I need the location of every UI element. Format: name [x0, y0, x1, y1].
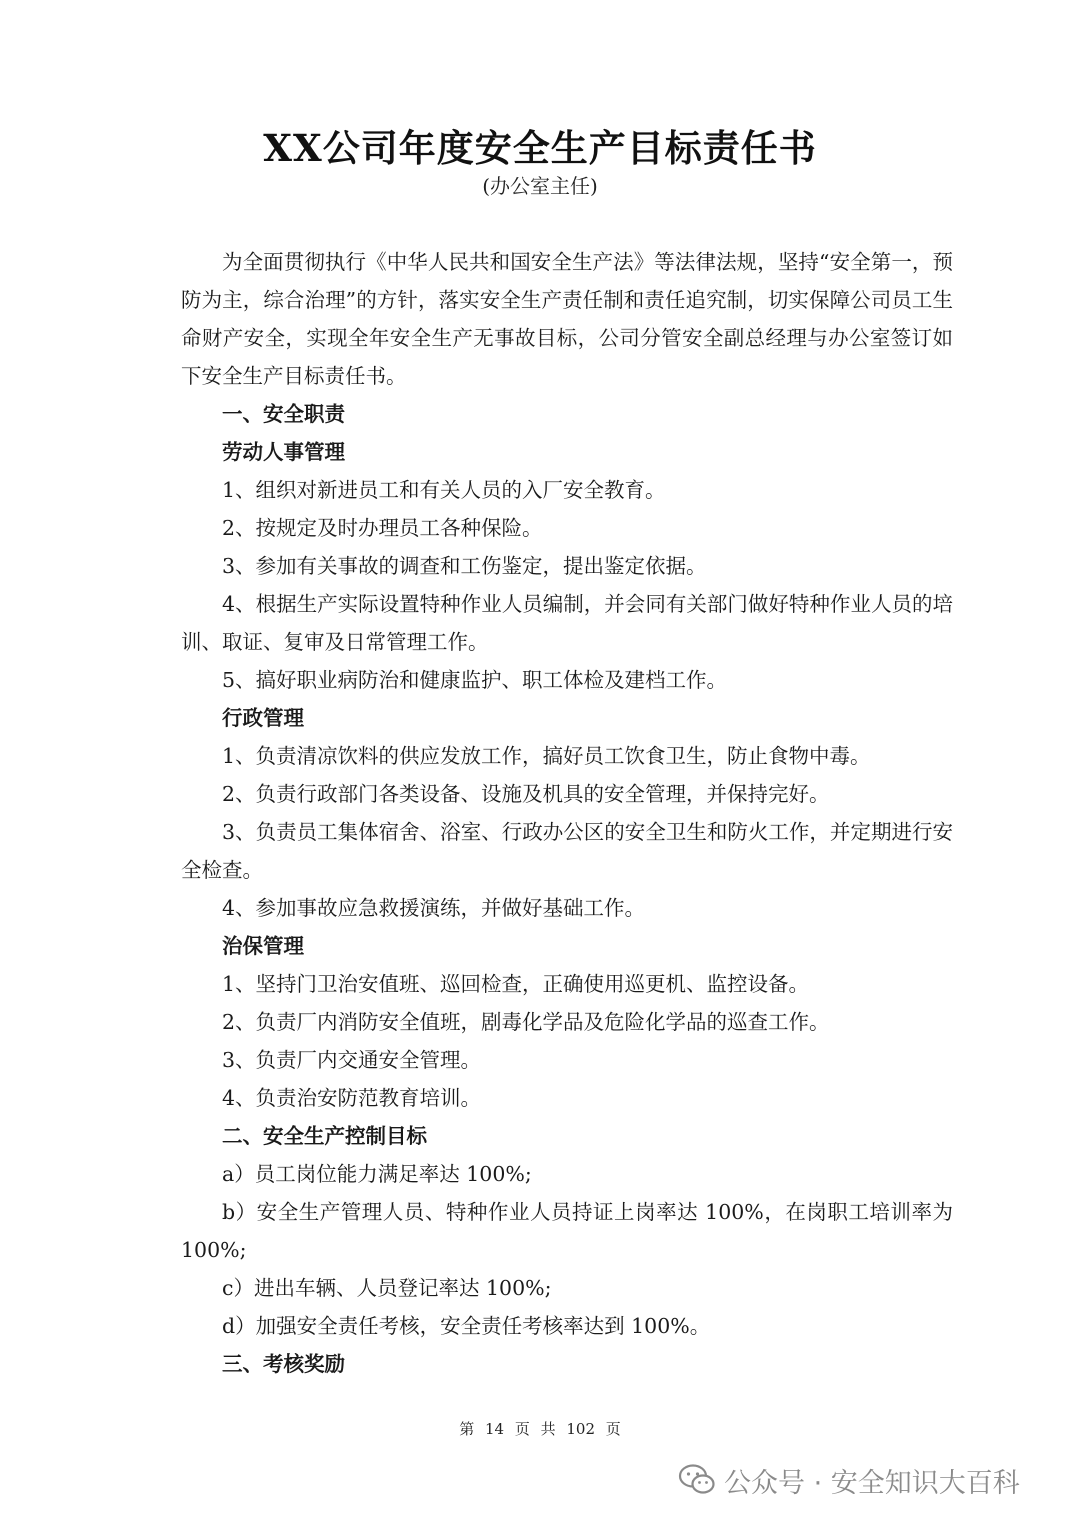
section-heading: 劳动人事管理	[222, 440, 345, 464]
paragraph: 4、负责治安防范教育培训。	[222, 1086, 482, 1110]
paragraph: 3、负责员工集体宿舍、浴室、行政办公区的安全卫生和防火工作，并定期进行安全检查。	[181, 820, 953, 882]
paragraph: 1、坚持门卫治安值班、巡回检查，正确使用巡更机、监控设备。	[222, 972, 810, 996]
paragraph: 5、搞好职业病防治和健康监护、职工体检及建档工作。	[222, 668, 728, 692]
paragraph: 2、负责行政部门各类设备、设施及机具的安全管理，并保持完好。	[222, 782, 830, 806]
paragraph: 1、负责清凉饮料的供应发放工作，搞好员工饮食卫生，防止食物中毒。	[222, 744, 871, 768]
document-body	[181, 243, 953, 1383]
wechat-icon	[678, 1463, 716, 1497]
paragraph: c）进出车辆、人员登记率达 100%;	[222, 1276, 552, 1300]
paragraph: d）加强安全责任考核，安全责任考核率达到 100%。	[222, 1314, 711, 1338]
section-heading: 治保管理	[222, 934, 304, 958]
section-heading: 三、考核奖励	[222, 1352, 345, 1376]
paragraph: 4、根据生产实际设置特种作业人员编制，并会同有关部门做好特种作业人员的培训、取证、复审及日常管理工作。	[181, 592, 953, 654]
paragraph: 1、组织对新进员工和有关人员的入厂安全教育。	[222, 478, 666, 502]
section-heading: 一、安全职责	[222, 402, 345, 426]
document-title: XX公司年度安全生产目标责任书	[263, 126, 817, 170]
paragraph: 2、按规定及时办理员工各种保险。	[222, 516, 543, 540]
section-heading: 行政管理	[222, 706, 304, 730]
paragraph: 4、参加事故应急救援演练，并做好基础工作。	[222, 896, 646, 920]
section-heading: 二、安全生产控制目标	[222, 1124, 427, 1148]
watermark	[678, 1458, 1020, 1502]
watermark-text: 公众号 · 安全知识大百科	[724, 1467, 1020, 1499]
document-subtitle: (办公室主任)	[482, 174, 598, 198]
paragraph: 2、负责厂内消防安全值班，剧毒化学品及危险化学品的巡查工作。	[222, 1010, 830, 1034]
page-number: 第 14 页 共 102 页	[459, 1420, 621, 1438]
paragraph: 为全面贯彻执行《中华人民共和国安全生产法》等法律法规，坚持“安全第一，预防为主，综合治理”的方针，落实安全生产责任制和责任追究制，切实保障公司员工生命财产安全，实现全年安全生产无事故目标，公司分管安全副总经理与办公室签订如下安全生产目标责任书。	[181, 250, 953, 388]
paragraph: b）安全生产管理人员、特种作业人员持证上岗率达 100%，在岗职工培训率为 100%;	[181, 1200, 953, 1262]
paragraph: 3、参加有关事故的调查和工伤鉴定，提出鉴定依据。	[222, 554, 707, 578]
paragraph: 3、负责厂内交通安全管理。	[222, 1048, 482, 1072]
paragraph: a）员工岗位能力满足率达 100%;	[222, 1162, 532, 1186]
